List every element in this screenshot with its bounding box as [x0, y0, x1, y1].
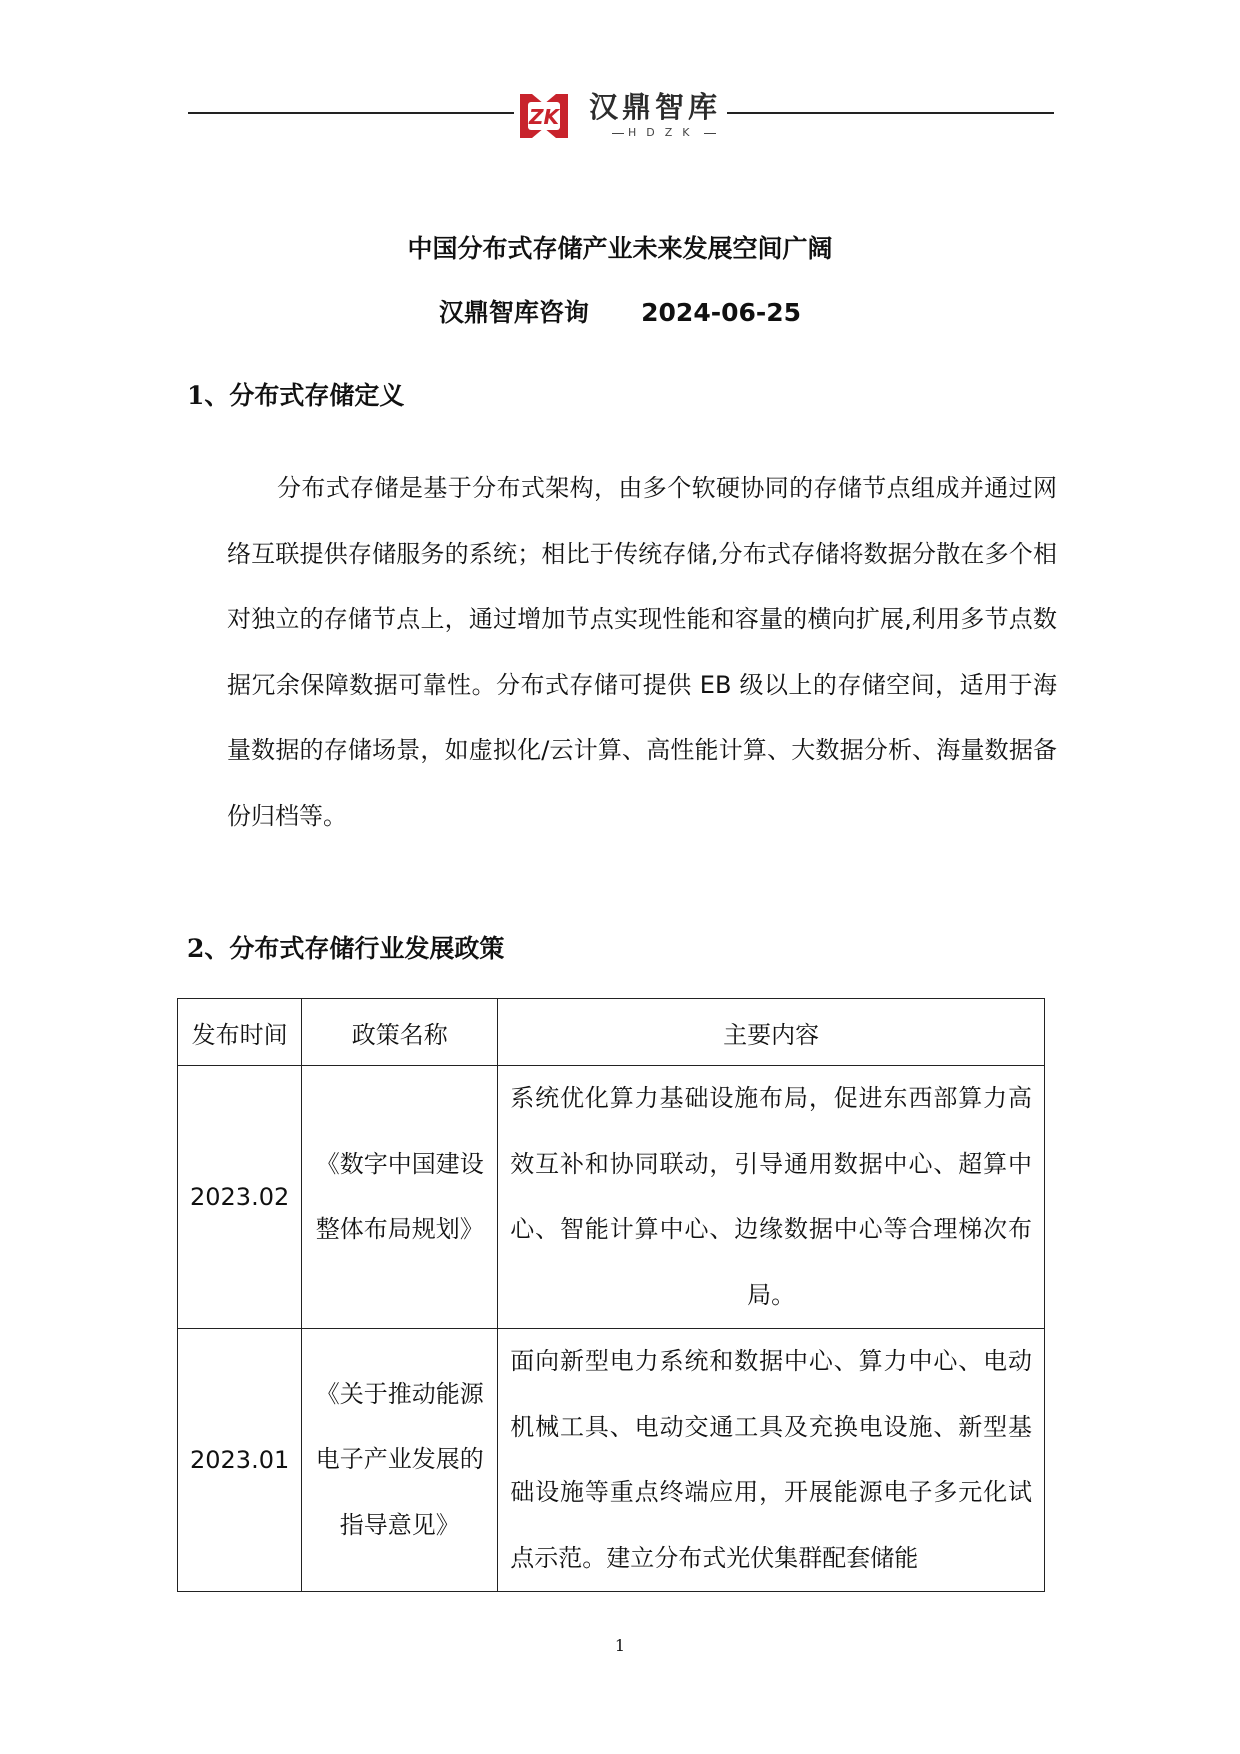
- page-number: 1: [614, 1636, 626, 1655]
- section-heading-1: [187, 379, 404, 413]
- cell-content: 面向新型电力系统和数据中心、算力中心、电动机械工具、电动交通工具及充换电设施、新型基础设施等重点终端应用，开展能源电子多元化试点示范。建立分布式光伏集群配套储能: [498, 1329, 1045, 1592]
- table-header-row: [178, 999, 1045, 1066]
- table-row: [178, 1329, 1045, 1592]
- definition-paragraph: 分布式存储是基于分布式架构，由多个软硬协同的存储节点组成并通过网络互联提供存储服务的系统；相比于传统存储,分布式存储将数据分散在多个相对独立的存储节点上，通过增加节点实现性能和容量的横向扩展,利用多节点数据冗余保障数据可靠性。分布式存储可提供 EB 级以上的存储空间，适用于海量数据的存储场景，如虚拟化/云计算、高性能计算、大数据分析、海量数据备份归档等。: [227, 474, 1057, 830]
- section-heading-2: [187, 932, 504, 966]
- header-policy-name: 政策名称: [302, 999, 498, 1066]
- policy-table: [177, 998, 1045, 1592]
- cell-policy-name: 《数字中国建设整体布局规划》: [302, 1066, 498, 1329]
- svg-text:ZK: ZK: [529, 105, 559, 129]
- section-number: 2、: [187, 934, 230, 963]
- header-rule-right: [727, 112, 1054, 114]
- table-row: [178, 1066, 1045, 1329]
- cell-date: 2023.01: [178, 1329, 302, 1592]
- document-byline: 汉鼎智库咨询 2024-06-25: [438, 298, 802, 327]
- cell-policy-name: 《关于推动能源电子产业发展的指导意见》: [302, 1329, 498, 1592]
- hdzk-logo: [516, 89, 726, 145]
- section-title: 分布式存储行业发展政策: [229, 934, 505, 963]
- section-number: 1、: [187, 381, 230, 410]
- header-rule-left: [188, 112, 514, 114]
- hdzk-logo-mark-icon: [516, 91, 572, 141]
- section-title: 分布式存储定义: [229, 381, 405, 410]
- logo-name: 汉鼎智库: [589, 90, 722, 124]
- logo-subtitle: HDZK: [608, 126, 720, 140]
- header-date: 发布时间: [178, 999, 302, 1066]
- cell-date: 2023.02: [178, 1066, 302, 1329]
- document-title: 中国分布式存储产业未来发展空间广阔: [407, 234, 833, 263]
- header-content: 主要内容: [498, 999, 1045, 1066]
- cell-content: 系统优化算力基础设施布局，促进东西部算力高效互补和协同联动，引导通用数据中心、超算中心、智能计算中心、边缘数据中心等合理梯次布局。: [498, 1066, 1045, 1329]
